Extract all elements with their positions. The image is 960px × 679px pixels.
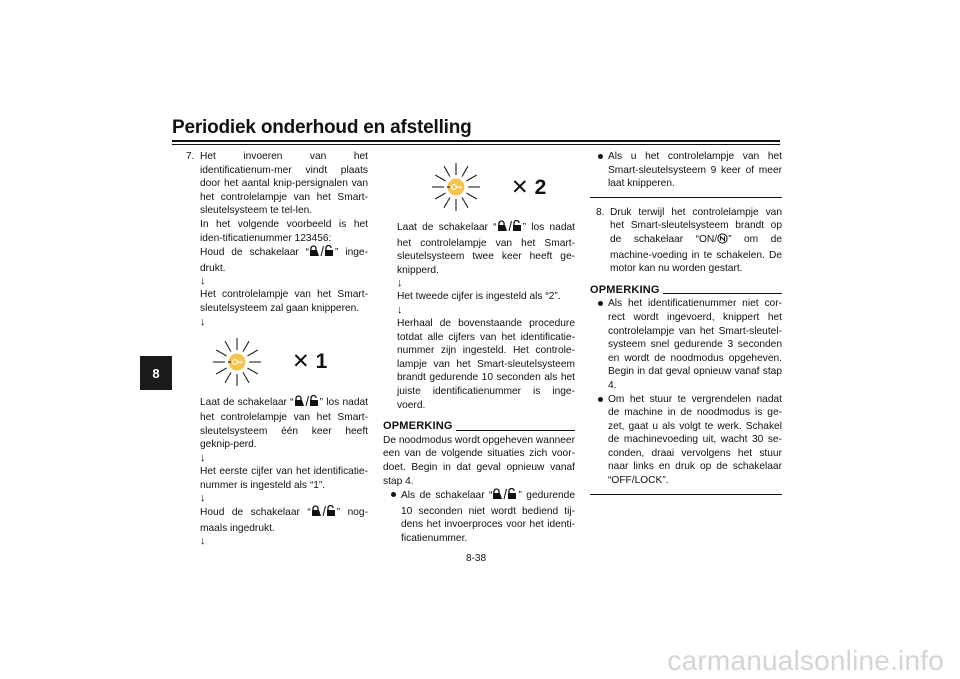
- engine-start-icon: [717, 233, 728, 249]
- chapter-tab[interactable]: 8: [140, 356, 172, 390]
- flash-count-number: 1: [315, 350, 328, 374]
- down-arrow: ↓: [200, 275, 206, 288]
- step-number: 8.: [596, 206, 605, 218]
- step-8: 8. Druk terwijl het controlelampje van het Smart-sleutelsysteem brandt op de schakelaar “ON/ ” om de machine-voeding in te schakelen. De motor kan nu worden gestart.: [596, 206, 782, 275]
- note-bullet: Om het stuur te vergrendelen nadat de machine in de noodmodus is ge-zet, gaat u als volgt te werk. Schakel de machinevoeding uit, wacht 30 se-conden, draai vervolgens het stuur naar links en druk op de schakelaar “OFF/LOCK”.: [590, 393, 782, 488]
- bullet-icon: [598, 154, 603, 159]
- bullet-icon: [598, 301, 603, 306]
- step-paragraph: Het invoeren van het identificatienum-mer vindt plaats door het aantal knip-persignalen van het controlelampje van het Smart-sleutelsysteem te tel-len.: [200, 151, 368, 217]
- bullet-icon: [598, 397, 603, 402]
- note-rule: [456, 430, 575, 431]
- step-number: 7.: [186, 151, 195, 162]
- column-left: [186, 150, 368, 548]
- note-bullet: Als u het controlelampje van het Smart-sleutelsysteem 9 keer of meer laat knipperen.: [590, 150, 782, 191]
- lock-unlock-icon: [309, 245, 335, 262]
- lamp-flash-text: Het controlelampje van het Smart-sleutelsysteem zal gaan knipperen.: [200, 289, 368, 314]
- bullet-icon: [391, 492, 396, 497]
- header-rule-thin: [172, 144, 780, 145]
- times-icon: ✕: [292, 350, 310, 374]
- times-icon: ✕: [511, 175, 529, 199]
- flash-count: [292, 351, 327, 372]
- note-bullet: Als het identificatienummer niet cor-rect wordt ingevoerd, knippert het controlelampje van het Smart-sleutel-systeem snel gedurende 3 seconden en wordt de noodmodus opgeheven. Begin in dat geval opnieuw vanaf stap 4.: [590, 297, 782, 392]
- column-middle: [383, 158, 575, 545]
- step-7: [186, 150, 368, 329]
- down-arrow: ↓: [200, 315, 206, 328]
- indicator-lamp-flash-icon: [208, 333, 266, 391]
- note-bullet: Als de schakelaar “ ” gedurende 10 seconden niet wordt bediend tij-dens het invoerproces voor het identi-ficatienummer.: [383, 488, 575, 545]
- note-heading: [383, 420, 575, 434]
- column-right: [590, 150, 782, 503]
- instruction-hold-again: Houd de schakelaar “ ” nog-maals ingedrukt.: [200, 507, 368, 534]
- down-arrow: ↓: [397, 303, 403, 316]
- note-end-rule: [590, 494, 782, 495]
- flash-count-number: 2: [534, 175, 547, 199]
- lock-unlock-icon: [311, 505, 337, 522]
- watermark: carmanualsonline.info: [667, 645, 944, 676]
- lock-unlock-icon: [497, 220, 523, 237]
- lock-unlock-icon: [294, 395, 320, 412]
- first-digit-text: Het eerste cijfer van het identificatie-nummer is ingesteld als “1”.: [200, 465, 368, 491]
- down-arrow: ↓: [397, 277, 403, 290]
- down-arrow: ↓: [200, 535, 206, 548]
- note-label: OPMERKING: [383, 420, 453, 433]
- second-digit-text: Het tweede cijfer is ingesteld als “2”.: [397, 291, 561, 303]
- note-end-rule: [590, 197, 782, 198]
- page-number: 8-38: [466, 553, 487, 564]
- page-header-title: Periodiek onderhoud en afstelling: [172, 117, 472, 138]
- repeat-procedure-text: Herhaal de bovenstaande procedure totdat alle cijfers van het identificatie-nummer zijn ingesteld. Het controle-lampje van het Smart-sleutelsysteem brandt gedurende 10 seconden als het juiste identificatienummer is inge-voerd.: [397, 317, 575, 411]
- lamp-flash-figure-2: [427, 158, 575, 216]
- flash-count: [511, 177, 546, 198]
- step-7-cont: [186, 395, 368, 549]
- note-text: De noodmodus wordt opgeheven wanneer een van de volgende situaties zich voor-doet. Begin in dat geval opnieuw vanaf stap 4.: [383, 434, 575, 487]
- instruction-release-2: Laat de schakelaar “ ” los nadat het controlelampje van het Smart-sleutelsysteem twee keer heeft ge-knipperd.: [397, 222, 575, 276]
- note-heading: [590, 284, 782, 298]
- note-rule: [663, 293, 782, 294]
- lamp-flash-figure-1: [208, 333, 368, 391]
- instruction-hold: Houd de schakelaar “ ” inge-drukt.: [200, 247, 368, 274]
- indicator-lamp-flash-icon: [427, 158, 485, 216]
- down-arrow: ↓: [200, 492, 206, 505]
- header-rule: [172, 140, 780, 142]
- note-label: OPMERKING: [590, 283, 660, 296]
- lock-unlock-icon: [492, 488, 518, 505]
- step-7-middle: [383, 220, 575, 412]
- example-intro: In het volgende voorbeeld is het iden-tificatienummer 123456:: [200, 218, 368, 244]
- instruction-release: Laat de schakelaar “ ” los nadat het controlelampje van het Smart-sleutelsysteem één keer heeft geknip-perd.: [200, 396, 368, 451]
- down-arrow: ↓: [200, 451, 206, 464]
